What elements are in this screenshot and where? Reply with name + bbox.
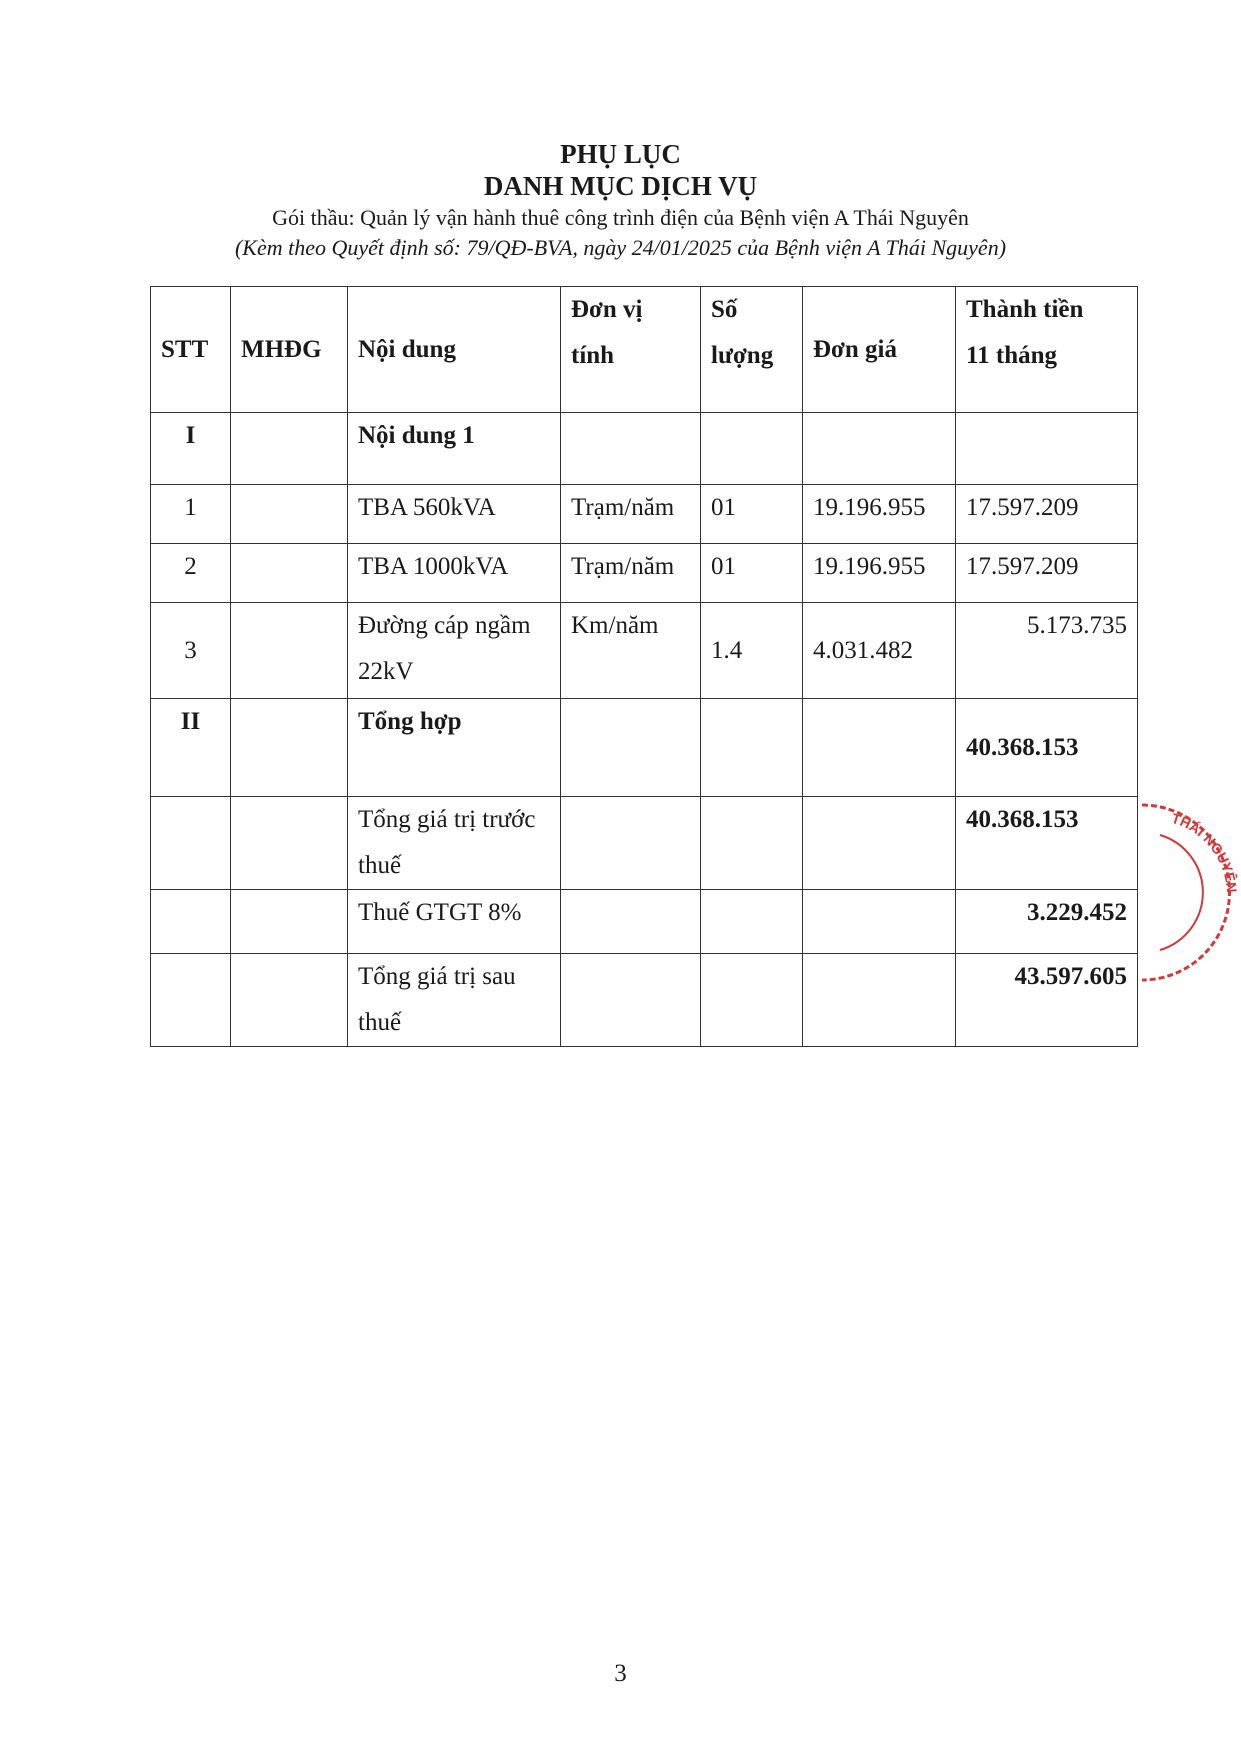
row-don-vi: Trạm/năm <box>561 485 701 544</box>
table-cell <box>231 413 348 485</box>
section-total: 40.368.153 <box>956 699 1138 797</box>
header-so-luong-line2: lượng <box>711 342 774 369</box>
table-header-row <box>151 287 1138 413</box>
header-don-vi-line1: Đơn vị <box>571 296 643 323</box>
summary-value: 3.229.452 <box>956 890 1138 954</box>
table-cell <box>803 413 956 485</box>
table-cell <box>803 890 956 954</box>
row-thanh-tien: 17.597.209 <box>956 485 1138 544</box>
row-so-luong: 1.4 <box>701 603 803 699</box>
table-cell <box>231 890 348 954</box>
row-mhdg <box>231 544 348 603</box>
table-cell <box>701 699 803 797</box>
row-stt: 3 <box>151 603 231 699</box>
table-cell <box>231 954 348 1047</box>
summary-value: 40.368.153 <box>956 797 1138 890</box>
table-cell <box>561 699 701 797</box>
red-seal-stamp <box>1122 780 1241 990</box>
table-cell <box>803 797 956 890</box>
summary-row <box>151 954 1138 1047</box>
table-cell <box>231 797 348 890</box>
header-thanh-tien-line2: 11 tháng <box>966 342 1058 369</box>
table-row <box>151 544 1138 603</box>
table-row <box>151 603 1138 699</box>
row-noi-dung: TBA 560kVA <box>348 485 561 544</box>
header-thanh-tien <box>956 287 1138 413</box>
section-row <box>151 413 1138 485</box>
summary-row <box>151 890 1138 954</box>
table-cell <box>561 797 701 890</box>
header-don-vi-line2: tính <box>571 342 615 369</box>
summary-row <box>151 797 1138 890</box>
table-cell <box>803 954 956 1047</box>
header-mhdg: MHĐG <box>231 287 348 413</box>
table-cell <box>701 413 803 485</box>
table-cell <box>561 890 701 954</box>
row-don-vi: Km/năm <box>561 603 701 699</box>
table-cell <box>701 954 803 1047</box>
page-number: 3 <box>614 1660 627 1687</box>
header-thanh-tien-line1: Thành tiền <box>966 296 1084 323</box>
header-stt: STT <box>151 287 231 413</box>
section-stt: II <box>151 699 231 797</box>
row-stt: 2 <box>151 544 231 603</box>
svg-text:THÁI NGUYÊN: THÁI NGUYÊN <box>1169 809 1241 894</box>
table-cell <box>956 413 1138 485</box>
row-don-vi: Trạm/năm <box>561 544 701 603</box>
table-cell <box>151 890 231 954</box>
row-don-gia: 4.031.482 <box>803 603 956 699</box>
header-so-luong-line1: Số <box>711 296 738 323</box>
section-stt: I <box>151 413 231 485</box>
row-noi-dung: TBA 1000kVA <box>348 544 561 603</box>
header-don-gia: Đơn giá <box>803 287 956 413</box>
section-label: Nội dung 1 <box>348 413 561 485</box>
summary-value: 43.597.605 <box>956 954 1138 1047</box>
header-so-luong <box>701 287 803 413</box>
row-mhdg <box>231 603 348 699</box>
row-stt: 1 <box>151 485 231 544</box>
table-cell <box>561 413 701 485</box>
summary-label: Thuế GTGT 8% <box>348 890 561 954</box>
table-cell <box>151 954 231 1047</box>
table-cell <box>701 797 803 890</box>
row-thanh-tien: 17.597.209 <box>956 544 1138 603</box>
table-cell <box>803 699 956 797</box>
row-don-gia: 19.196.955 <box>803 544 956 603</box>
row-thanh-tien: 5.173.735 <box>956 603 1138 699</box>
section-label: Tổng hợp <box>348 699 561 797</box>
package-description: Gói thầu: Quản lý vận hành thuê công trình điện của Bệnh viện A Thái Nguyên <box>272 205 969 230</box>
appendix-title: PHỤ LỤC <box>560 139 681 169</box>
header-don-vi <box>561 287 701 413</box>
table-cell <box>151 797 231 890</box>
table-row <box>151 485 1138 544</box>
service-table <box>150 286 1138 1047</box>
summary-label: Tổng giá trị sau thuế <box>348 954 561 1047</box>
summary-label: Tổng giá trị trước thuế <box>348 797 561 890</box>
table-cell <box>561 954 701 1047</box>
row-noi-dung: Đường cáp ngầm 22kV <box>348 603 561 699</box>
row-so-luong: 01 <box>701 544 803 603</box>
header-noi-dung: Nội dung <box>348 287 561 413</box>
catalog-title: DANH MỤC DỊCH VỤ <box>483 171 758 201</box>
row-so-luong: 01 <box>701 485 803 544</box>
table-cell <box>231 699 348 797</box>
row-don-gia: 19.196.955 <box>803 485 956 544</box>
table-cell <box>701 890 803 954</box>
section-row <box>151 699 1138 797</box>
row-mhdg <box>231 485 348 544</box>
decision-reference: (Kèm theo Quyết định số: 79/QĐ-BVA, ngày 24/01/2025 của Bệnh viện A Thái Nguyên) <box>234 235 1007 260</box>
